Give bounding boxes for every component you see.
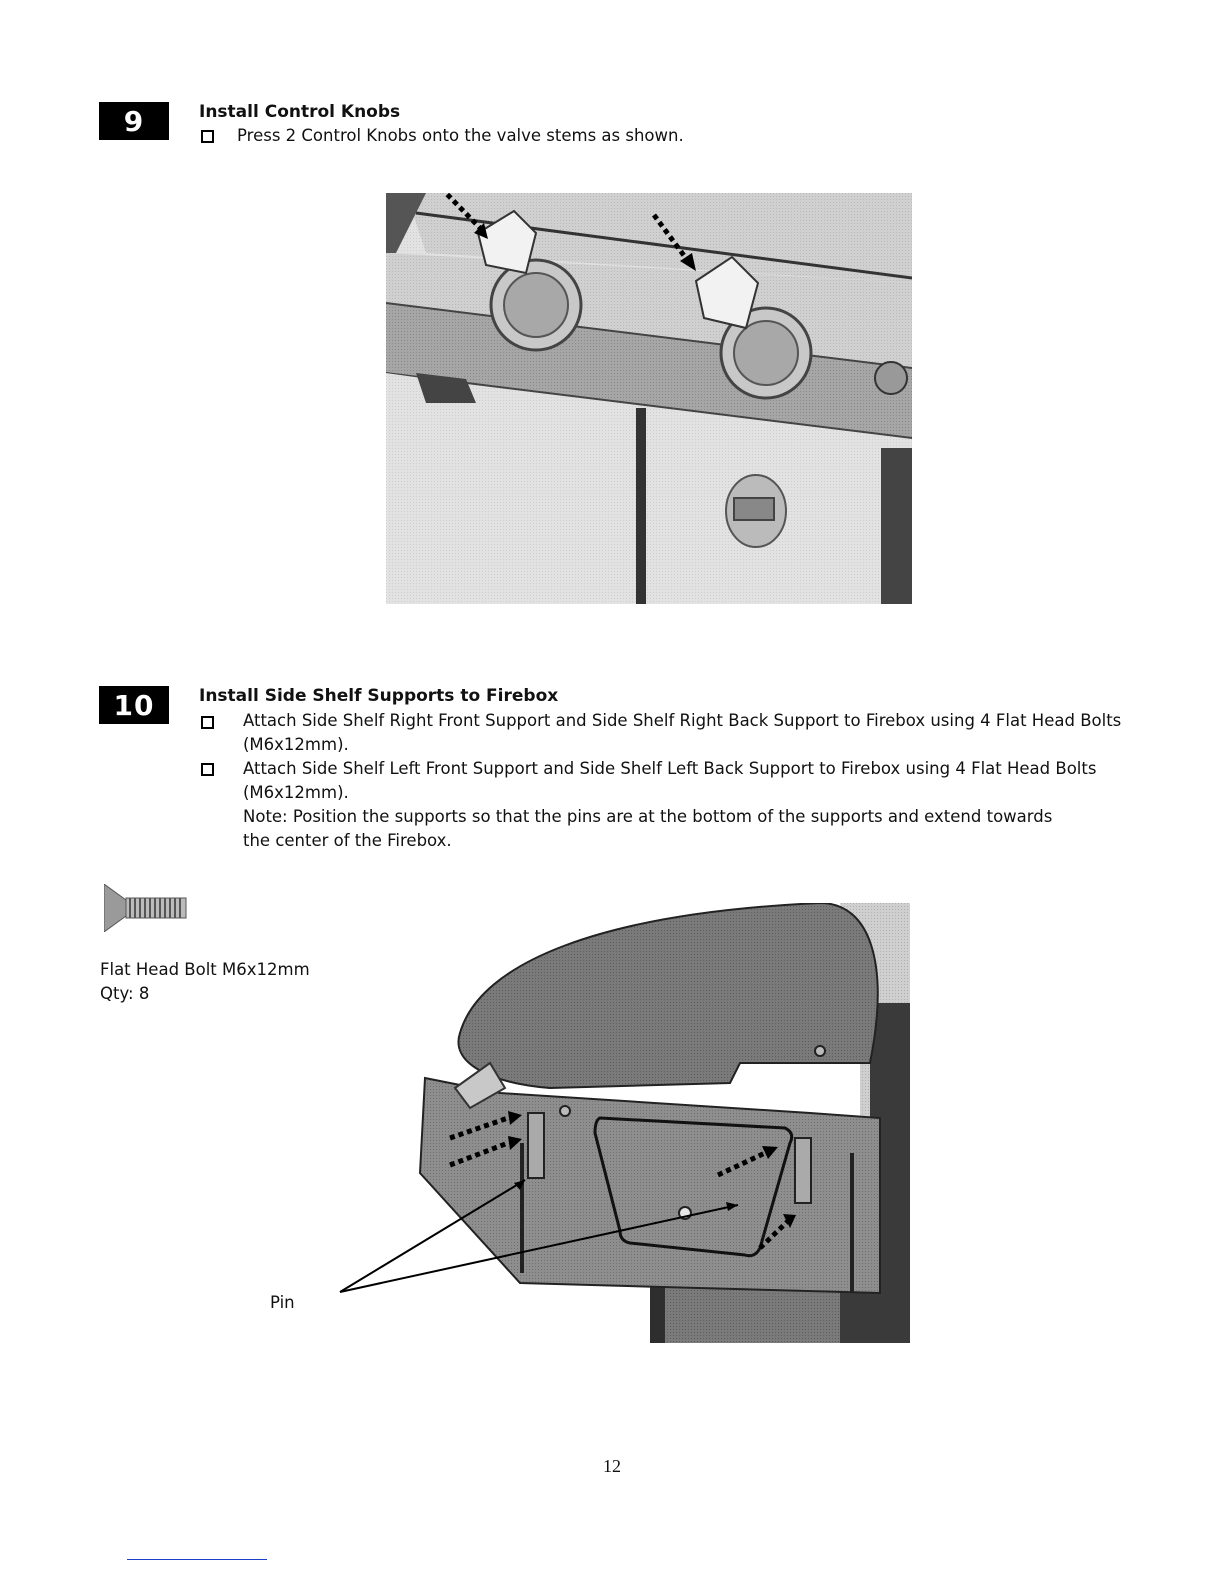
flat-head-bolt-icon — [104, 884, 188, 932]
step-9-item-1-checkbox[interactable] — [201, 130, 214, 143]
step-9-title: Install Control Knobs — [199, 102, 401, 122]
step-10-badge — [99, 686, 169, 724]
step-10-number: 10 — [113, 688, 155, 722]
step-10-title: Install Side Shelf Supports to Firebox — [199, 686, 559, 706]
step-10-item-1-text: Attach Side Shelf Right Front Support and Side Shelf Right Back Support to Firebox using 4 Flat Head Bolts (M6x12mm). — [243, 711, 1122, 754]
step-9-number: 9 — [123, 104, 145, 138]
pin-callout-lines — [330, 1150, 750, 1300]
footer-rule — [127, 1559, 267, 1560]
step-10-item-2-text: Attach Side Shelf Left Front Support and Side Shelf Left Back Support to Firebox using 4 Flat Head Bolts (M6x12mm). — [243, 759, 1097, 802]
control-knobs-illustration — [386, 193, 912, 604]
step-10-item-1-checkbox[interactable] — [201, 716, 214, 729]
step-10-note: Note: Position the supports so that the pins are at the bottom of the supports and extend towards the center of the Firebox. — [243, 807, 1053, 850]
page-number: 12 — [603, 1456, 621, 1476]
pin-label: Pin — [270, 1293, 295, 1312]
hardware-name: Flat Head Bolt M6x12mm — [100, 960, 310, 979]
step-10-item-2-checkbox[interactable] — [201, 763, 214, 776]
step-9-item-1-text: Press 2 Control Knobs onto the valve stems as shown. — [237, 126, 684, 145]
hardware-qty: Qty: 8 — [100, 984, 150, 1003]
step-9-badge — [99, 102, 169, 140]
